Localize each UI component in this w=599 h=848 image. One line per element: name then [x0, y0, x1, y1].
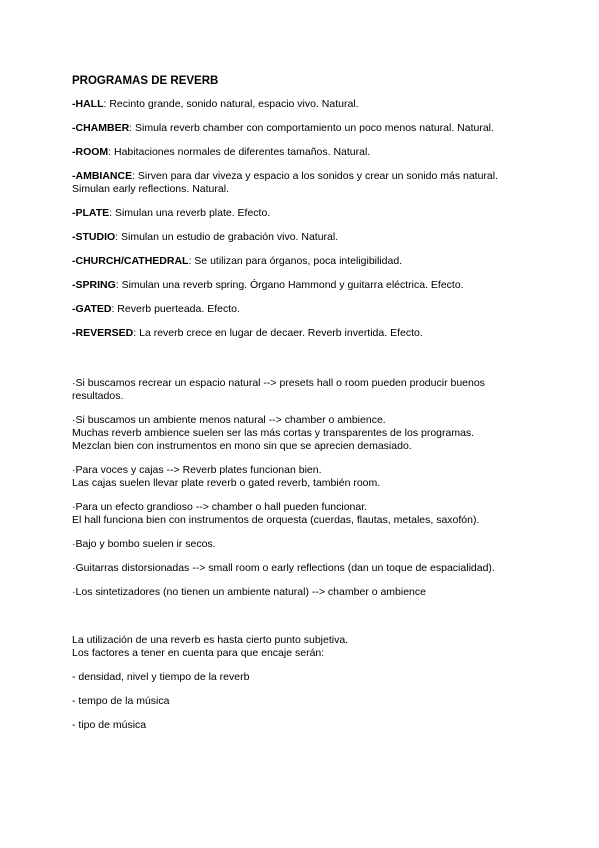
- tip-less-natural: [72, 414, 542, 453]
- factor-item: - tipo de música: [72, 719, 147, 731]
- tip-vocals-snares: [72, 464, 542, 490]
- program-room: [72, 146, 542, 159]
- program-desc: : Se utilizan para órganos, poca inteligibilidad.: [188, 255, 403, 267]
- program-church-cathedral: [72, 255, 542, 268]
- program-name: -CHAMBER: [72, 122, 130, 134]
- section-gap: [72, 610, 542, 634]
- program-desc: : Recinto grande, sonido natural, espacio vivo. Natural.: [103, 98, 359, 110]
- program-reversed: [72, 327, 542, 340]
- tip-line: ·Para un efecto grandioso --> chamber o hall pueden funcionar.: [72, 501, 368, 513]
- program-desc: : Habitaciones normales de diferentes tamaños. Natural.: [108, 146, 371, 158]
- program-desc: : Simulan una reverb spring. Órgano Hammond y guitarra eléctrica. Efecto.: [115, 279, 464, 291]
- tip-line: ·Bajo y bombo suelen ir secos.: [72, 538, 216, 550]
- program-name: -GATED: [72, 303, 112, 315]
- closing-paragraph: [72, 634, 542, 660]
- tip-bass-kick: [72, 538, 542, 551]
- closing-line: La utilización de una reverb es hasta cierto punto subjetiva.: [72, 634, 349, 646]
- tip-line: ·Si buscamos recrear un espacio natural --> presets hall o room pueden producir buenos: [72, 377, 485, 389]
- program-name: -REVERSED: [72, 327, 134, 339]
- tip-line: ·Para voces y cajas --> Reverb plates funcionan bien.: [72, 464, 322, 476]
- program-name: -HALL: [72, 98, 104, 110]
- tip-line: ·Si buscamos un ambiente menos natural --> chamber o ambience.: [72, 414, 386, 426]
- program-plate: [72, 207, 542, 220]
- tip-line: ·Los sintetizadores (no tienen un ambiente natural) --> chamber o ambience: [72, 586, 426, 598]
- program-chamber: [72, 122, 542, 135]
- tip-synths: [72, 586, 542, 599]
- program-desc: : Simulan un estudio de grabación vivo. Natural.: [115, 231, 339, 243]
- tip-line: resultados.: [72, 390, 124, 402]
- program-hall: [72, 98, 542, 111]
- program-gated: [72, 303, 542, 316]
- program-desc-continued: Simulan early reflections. Natural.: [72, 183, 229, 195]
- document-title: PROGRAMAS DE REVERB: [72, 75, 219, 87]
- tip-distorted-guitars: [72, 562, 542, 575]
- factor-item: - tempo de la música: [72, 695, 170, 707]
- section-gap: [72, 351, 542, 377]
- document-body: [72, 75, 542, 743]
- program-name: -AMBIANCE: [72, 170, 133, 182]
- program-desc: : La reverb crece en lugar de decaer. Reverb invertida. Efecto.: [133, 327, 423, 339]
- tip-natural-space: [72, 377, 542, 403]
- program-desc: : Simula reverb chamber con comportamiento un poco menos natural. Natural.: [129, 122, 494, 134]
- program-ambiance: [72, 170, 542, 196]
- program-desc: : Simulan una reverb plate. Efecto.: [109, 207, 271, 219]
- tip-line: ·Guitarras distorsionadas --> small room o early reflections (dan un toque de espacialidad).: [72, 562, 495, 574]
- closing-line: Los factores a tener en cuenta para que encaje serán:: [72, 647, 325, 659]
- tip-line: El hall funciona bien con instrumentos de orquesta (cuerdas, flautas, metales, saxofón).: [72, 514, 480, 526]
- factor-item: - densidad, nivel y tiempo de la reverb: [72, 671, 250, 683]
- program-name: -CHURCH/CATHEDRAL: [72, 255, 189, 267]
- program-name: -PLATE: [72, 207, 110, 219]
- program-studio: [72, 231, 542, 244]
- tip-line: Las cajas suelen llevar plate reverb o gated reverb, también room.: [72, 477, 381, 489]
- program-name: -STUDIO: [72, 231, 116, 243]
- program-desc: : Reverb puerteada. Efecto.: [111, 303, 240, 315]
- program-name: -ROOM: [72, 146, 109, 158]
- program-name: -SPRING: [72, 279, 116, 291]
- tip-line: Muchas reverb ambience suelen ser las más cortas y transparentes de los programas.: [72, 427, 475, 439]
- program-desc: : Sirven para dar viveza y espacio a los sonidos y crear un sonido más natural.: [132, 170, 499, 182]
- tip-line: Mezclan bien con instrumentos en mono sin que se aprecien demasiado.: [72, 440, 412, 452]
- program-spring: [72, 279, 542, 292]
- tip-grandiose: [72, 501, 542, 527]
